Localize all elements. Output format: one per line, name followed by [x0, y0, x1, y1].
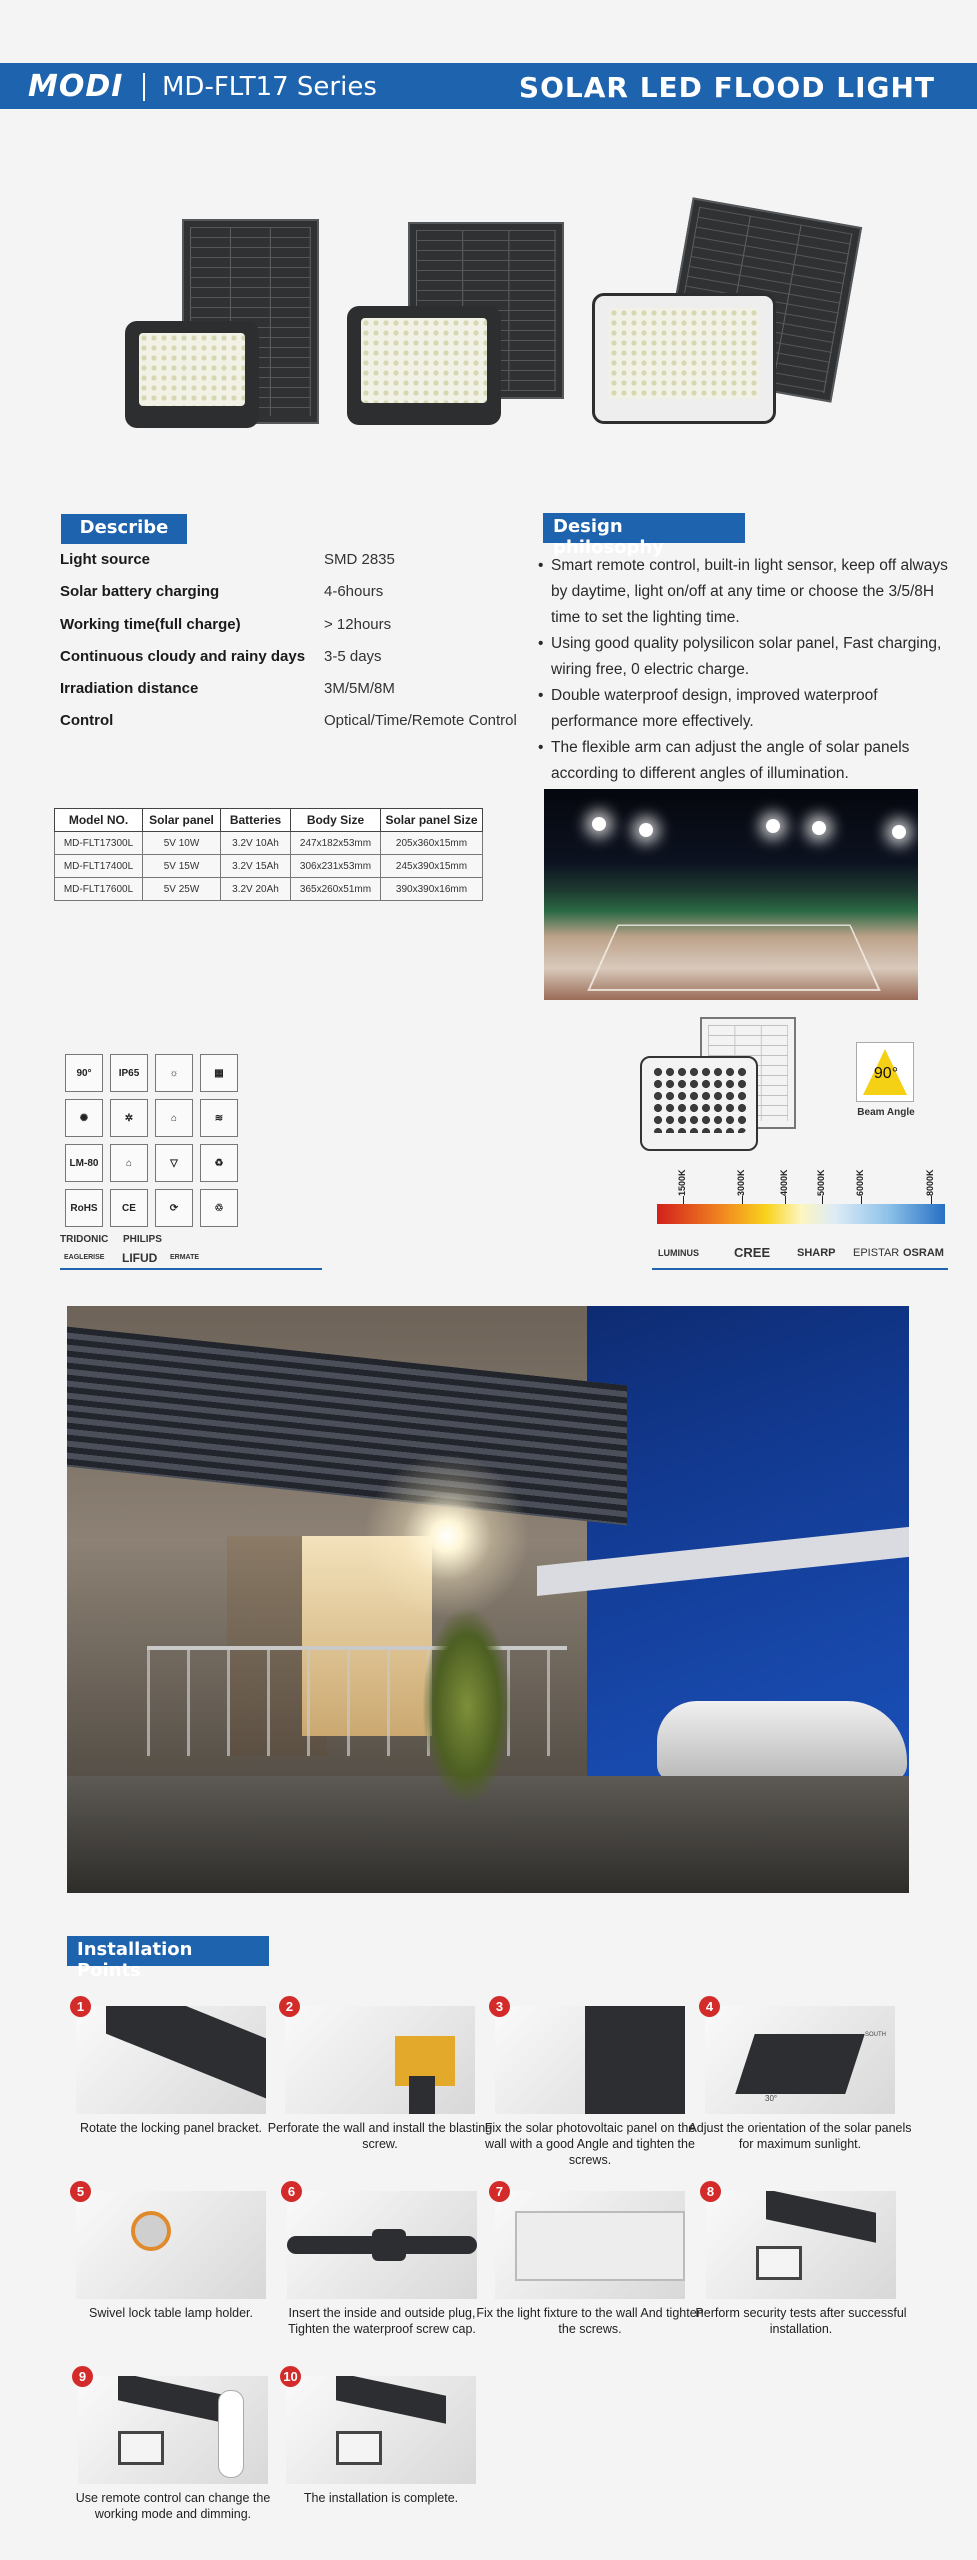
led-brand-luminus: LUMINUS — [658, 1248, 699, 1258]
beam-angle-value: 90° — [873, 1065, 899, 1082]
kelvin-tick-label: 6000K — [855, 1169, 865, 1196]
installation-heading: Installation Points — [67, 1936, 269, 1966]
table-header: Body Size — [291, 809, 381, 832]
step-number: 6 — [281, 2181, 302, 2202]
led-brand-sharp: SHARP — [797, 1247, 836, 1259]
step-image — [286, 2376, 476, 2484]
driver-brand-philips: PHILIPS — [123, 1234, 162, 1245]
basketball-court-photo — [544, 789, 918, 1000]
driver-brand-lifud: LIFUD — [122, 1251, 158, 1265]
step-angle-label: 30° — [765, 2094, 778, 2103]
spec-value: SMD 2835 — [324, 551, 395, 568]
driver-brand-eaglerise: EAGLERISE — [64, 1254, 105, 1261]
table-header: Solar panel Size — [381, 809, 483, 832]
ip65-icon: IP65 — [110, 1054, 148, 1092]
step-number: 9 — [72, 2366, 93, 2387]
kelvin-tick-label: 5000K — [816, 1169, 826, 1196]
describe-heading: Describe — [61, 514, 187, 544]
house-night-photo — [67, 1306, 909, 1893]
spec-value: 4-6hours — [324, 583, 384, 601]
model-table — [54, 808, 483, 901]
design-points — [538, 553, 958, 787]
step-image — [706, 2191, 896, 2299]
lamp-large — [592, 293, 776, 424]
impact-icon: ✺ — [65, 1099, 103, 1137]
table-cell: 3.2V 20Ah — [221, 878, 291, 901]
table-header: Batteries — [221, 809, 291, 832]
ce-icon: CE — [110, 1189, 148, 1227]
eco-icon: ♲ — [200, 1189, 238, 1227]
table-cell: 245x390x15mm — [381, 855, 483, 878]
step-number: 10 — [280, 2366, 301, 2387]
step-image — [495, 2006, 685, 2114]
wind-icon: ✲ — [110, 1099, 148, 1137]
table-cell: 3.2V 15Ah — [221, 855, 291, 878]
house-plus-icon: ⌂ — [110, 1144, 148, 1182]
spec-row — [60, 648, 540, 680]
step-number: 1 — [70, 1996, 91, 2017]
chip-icon: ▦ — [200, 1054, 238, 1092]
step-caption: The installation is complete. — [303, 2491, 459, 2505]
table-cell: MD-FLT17600L — [55, 878, 143, 901]
lamp-medium — [347, 306, 501, 425]
kelvin-tick-label: 8000K — [925, 1169, 935, 1196]
design-point: • Double waterproof design, improved waterproof performance more effectively. — [538, 683, 958, 735]
kelvin-tick-label: 1500K — [677, 1169, 687, 1196]
design-point: • The flexible arm can adjust the angle of solar panels according to different angles of illumination. — [538, 735, 958, 787]
spec-label: Irradiation distance — [60, 680, 199, 698]
spec-row — [60, 712, 540, 744]
step-number: 4 — [699, 1996, 720, 2017]
step-caption: Rotate the locking panel bracket. — [79, 2121, 263, 2135]
led-brand-epistar: EPISTAR — [853, 1247, 900, 1259]
step-caption: Fix the light fixture to the wall And tighten the screws. — [476, 2306, 704, 2336]
lm80-icon: LM-80 — [65, 1144, 103, 1182]
table-row — [55, 878, 483, 901]
table-cell: 5V 15W — [143, 855, 221, 878]
spec-row — [60, 616, 540, 648]
spec-label: Solar battery charging — [60, 583, 220, 601]
design-point: • Smart remote control, built-in light sensor, keep off always by daytime, light on/off at any time or choose the 3/5/8H time to set the lighting time. — [538, 553, 958, 631]
spec-value: Optical/Time/Remote Control — [324, 712, 517, 730]
spec-label: Continuous cloudy and rainy days — [60, 647, 306, 665]
beam-angle-label: Beam Angle — [857, 1107, 915, 1118]
spec-label: Working time(full charge) — [60, 615, 241, 633]
spec-label: Light source — [60, 551, 151, 568]
table-cell: 390x390x16mm — [381, 878, 483, 901]
divider-right — [652, 1268, 948, 1270]
step-number: 8 — [700, 2181, 721, 2202]
step-south-label: SOUTH — [865, 2032, 886, 2038]
table-row — [55, 832, 483, 855]
step-caption: Use remote control can change the working mode and dimming. — [75, 2491, 271, 2521]
design-heading: Design philosophy — [543, 513, 745, 543]
table-cell: 365x260x51mm — [291, 878, 381, 901]
led-brand-osram: OSRAM — [903, 1247, 944, 1259]
f-mark-icon: ▽ — [155, 1144, 193, 1182]
step-caption: Insert the inside and outside plug, Tighten the waterproof screw cap. — [288, 2306, 476, 2336]
table-cell: MD-FLT17400L — [55, 855, 143, 878]
table-cell: 306x231x53mm — [291, 855, 381, 878]
step-image — [287, 2191, 477, 2299]
spec-label: Control — [60, 712, 114, 730]
step-number: 5 — [70, 2181, 91, 2202]
step-image — [76, 2006, 266, 2114]
spec-row — [60, 551, 540, 583]
spec-value: 3-5 days — [324, 647, 382, 665]
weee-icon: ♻ — [200, 1144, 238, 1182]
step-caption: Fix the solar photovoltaic panel on the wall with a good Angle and tighten the screws. — [484, 2121, 696, 2167]
step-caption: Perform security tests after successful installation. — [695, 2306, 907, 2336]
rohs-icon: RoHS — [65, 1189, 103, 1227]
kelvin-tick-label: 4000K — [779, 1169, 789, 1196]
table-header-row — [55, 809, 483, 832]
recycle-icon: ⟳ — [155, 1189, 193, 1227]
step-image — [78, 2376, 268, 2484]
table-header: Model NO. — [55, 809, 143, 832]
table-header: Solar panel — [143, 809, 221, 832]
series-title: MD-FLT17 Series — [162, 72, 377, 102]
driver-brand-ermate: ERMATE — [170, 1254, 200, 1261]
brand-logo: MODI — [28, 69, 124, 104]
product-image — [0, 0, 977, 460]
step-image — [705, 2006, 895, 2114]
step-caption: Adjust the orientation of the solar panels for maximum sunlight. — [688, 2121, 912, 2151]
table-cell: 5V 25W — [143, 878, 221, 901]
step-caption: Perforate the wall and install the blasting screw. — [267, 2121, 493, 2151]
color-temperature-bar — [657, 1204, 945, 1224]
step-image — [495, 2191, 685, 2299]
divider-left — [60, 1268, 322, 1270]
beam-angle-icon — [856, 1042, 914, 1102]
table-row — [55, 855, 483, 878]
step-number: 7 — [489, 2181, 510, 2202]
driver-brand-tridonic: TRIDONIC — [60, 1234, 109, 1245]
spec-value: > 12hours — [324, 615, 392, 633]
table-cell: 3.2V 10Ah — [221, 832, 291, 855]
heat-icon: ≋ — [200, 1099, 238, 1137]
home-icon: ⌂ — [155, 1099, 193, 1137]
led-brand-cree: CREE — [734, 1245, 771, 1260]
spec-list — [60, 551, 540, 745]
spec-value: 3M/5M/8M — [324, 680, 395, 698]
step-image — [285, 2006, 475, 2114]
product-title: SOLAR LED FLOOD LIGHT — [518, 71, 935, 104]
spec-row — [60, 583, 540, 615]
table-cell: MD-FLT17300L — [55, 832, 143, 855]
design-point: • Using good quality polysilicon solar panel, Fast charging, wiring free, 0 electric charge. — [538, 631, 958, 683]
table-cell: 5V 10W — [143, 832, 221, 855]
table-cell: 205x360x15mm — [381, 832, 483, 855]
light-sensor-icon: ☼ — [155, 1054, 193, 1092]
step-number: 2 — [279, 1996, 300, 2017]
step-caption: Swivel lock table lamp holder. — [89, 2306, 253, 2320]
spec-row — [60, 680, 540, 712]
lamp-small — [125, 321, 259, 428]
lamp-drawing — [640, 1056, 758, 1151]
beam-90-icon: 90° — [65, 1054, 103, 1092]
step-image — [76, 2191, 266, 2299]
kelvin-tick-label: 3000K — [736, 1169, 746, 1196]
table-cell: 247x182x53mm — [291, 832, 381, 855]
step-number: 3 — [489, 1996, 510, 2017]
